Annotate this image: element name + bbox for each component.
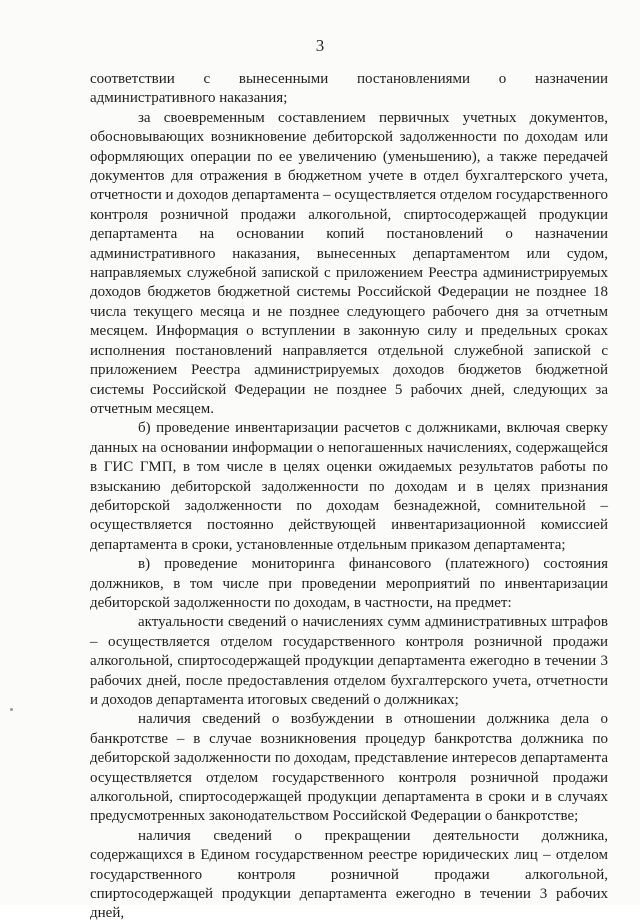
- page-number: 3: [315, 36, 325, 55]
- paragraph-inventory-of-settlements: б) проведение инвентаризации расчетов с должниками, включая сверку данных на основании информации о непогашенных начислениях, содержащейся в ГИС ГМП, в том числе в целях оценки ожидаемых результатов работы по взысканию дебиторской задолженности по доходам и в целях признания дебиторской задолженности по доходам безнадежной, сомнительной – осуществляется постоянно действующей инвентаризационной комиссией департамента в сроки, установленные отдельным приказом департамента;: [90, 420, 608, 553]
- paragraph-fine-accruals-relevance: актуальности сведений о начислениях сумм административных штрафов – осуществляется отделом государственного контроля розничной продажи алкогольной, спиртосодержащей продукции департамента ежегодно в течении 3 рабочих дней, после предоставления отделом бухгалтерского учета, отчетности и доходов департамента итоговых сведений о должниках;: [90, 614, 608, 708]
- paragraph-monitoring-of-debtors: в) проведение мониторинга финансового (платежного) состояния должников, в том числе при проведении мероприятий по инвентаризации дебиторской задолженности по доходам, в частности, на предмет:: [90, 556, 608, 611]
- paragraph-continuation: соответствии с вынесенными постановлениями о назначении административного наказания;: [90, 71, 608, 107]
- paragraph-bankruptcy-information: наличия сведений о возбуждении в отношении должника дела о банкротстве – в случае возникновения процедур банкротства должника по дебиторской задолженности по доходам, представление интересов департамента осуществляется отделом государственного контроля розничной продажи алкогольной, спиртосодержащей продукции департамента в сроки и в случаях предусмотренных законодательством Российской Федерации о банкротстве;: [90, 711, 608, 825]
- document-body: [90, 70, 608, 924]
- paragraph-termination-of-activity: наличия сведений о прекращении деятельности должника, содержащихся в Едином государственном реестре юридических лиц – отделом государственного контроля розничной продажи алкогольной, спиртосодержащей продукции департамента ежегодно в течении 3 рабочих дней,: [90, 827, 608, 922]
- scan-speck: [10, 708, 13, 711]
- paragraph-primary-documents-control: за своевременным составлением первичных учетных документов, обосновывающих возникновение дебиторской задолженности по доходам или оформляющих операции по ее увеличению (уменьшению), а также передачей документов для отражения в бюджетном учете в отдел бухгалтерского учета, отчетности и доходов департамента – осуществляется отделом государственного контроля розничной продажи алкогольной, спиртосодержащей продукции департамента на основании копий постановлений о назначении административного наказания, вынесенных департаментом или судом, направляемых служебной запиской с приложением Реестра администрируемых доходов бюджетов бюджетной системы Российской Федерации не позднее 18 числа текущего месяца и не позднее следующего рабочего дня за отчетным месяцем. Информация о вступлении в законную силу и предельных сроках исполнения постановлений направляется отдельной служебной запиской с приложением Реестра администрируемых доходов бюджетов бюджетной системы Российской Федерации не позднее 5 рабочих дней, следующих за отчетным месяцем.: [90, 109, 608, 417]
